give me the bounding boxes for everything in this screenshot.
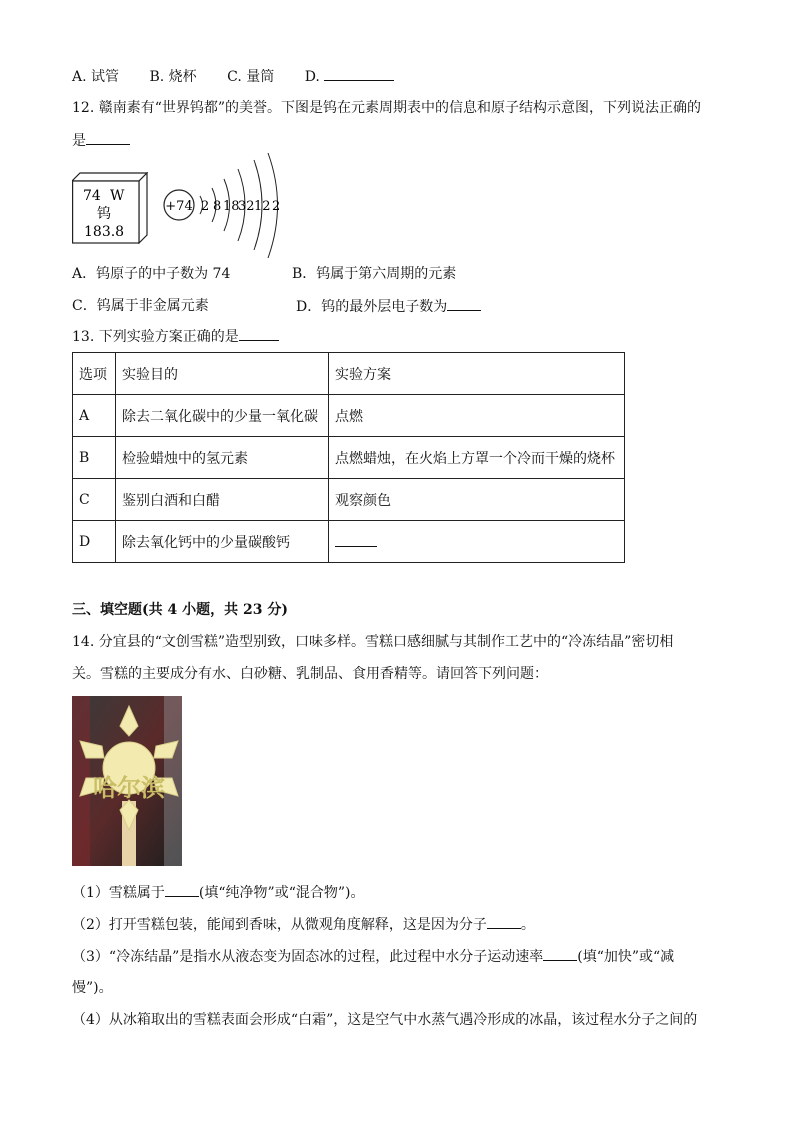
q14-sub3-text: （3）“冷冻结晶”是指水从液态变为固态冰的过程，此过程中水分子运动速率 [72,949,544,965]
row-option: B [73,437,116,479]
icecream-text: 哈尔滨 [93,774,165,802]
q12-stem-text: 是 [72,133,86,149]
element-mass: 183.8 [84,224,125,240]
q12-d-blank[interactable] [447,296,481,311]
q14-sub1 [72,882,364,903]
q13-stem [72,326,279,347]
q14-sub2 [72,914,535,935]
row-option: A [73,395,116,437]
q14-stem-line2: 关。雪糕的主要成分有水、白砂糖、乳制品、食用香精等。请回答下列问题： [72,666,548,682]
q11-options [72,66,394,87]
shell-count: 2 [272,199,281,214]
q14-sub2-text: （2）打开雪糕包装，能闻到香味，从微观角度解释，这是因为分子 [72,917,487,933]
header-option: 选项 [73,353,116,395]
q12-option-c: C．钨属于非金属元素 [72,298,209,314]
q11-option-a: A. 试管 [72,69,120,85]
table-row [73,395,625,437]
element-number: 74 [83,188,101,204]
tungsten-element-cell [72,172,148,244]
section-title: 三、填空题(共 4 小题，共 23 分) [72,602,288,618]
table-row [73,437,625,479]
q11-answer-blank[interactable] [324,66,394,81]
q12-option-a: A．钨原子的中子数为 74 [72,266,231,282]
q14-sub3 [72,946,674,967]
q14-sub3-cont: 慢”)。 [72,980,113,996]
shell-count: 32 [238,199,255,214]
header-plan: 实验方案 [329,353,625,395]
row-plan-blank-cell [329,521,625,563]
q14-sub2-blank[interactable] [487,914,521,929]
q12-stem-line1: 12. 赣南素有“世界钨都”的美誉。下图是钨在元素周期表中的信息和原子结构示意图，下列说法正确的 [72,100,702,116]
q12-option-d-text: D．钨的最外层电子数为 [296,299,448,315]
q11-option-b: B. 烧杯 [149,69,197,85]
atom-structure-diagram [162,152,302,262]
shell-count: 2 [201,199,210,214]
q12-option-b: B．钨属于第六周期的元素 [292,266,457,282]
q11-option-d: D. [304,69,320,85]
row-option: D [73,521,116,563]
row-purpose: 检验蜡烛中的氢元素 [116,437,329,479]
q12-option-d [296,296,481,317]
shell-count: 12 [254,199,271,214]
q12-answer-blank[interactable] [86,130,130,145]
ice-cream-photo [72,696,182,866]
row-option: C [73,479,116,521]
q14-sub3-blank[interactable] [543,946,577,961]
shell-count: 8 [213,199,222,214]
element-symbol: W [110,188,125,204]
q12-stem-line2 [72,130,130,151]
nucleus-charge: +74 [165,199,193,214]
q14-sub2-end: 。 [520,917,535,933]
q14-sub1-text: （1）雪糕属于 [72,885,165,901]
row-plan: 观察颜色 [329,479,625,521]
table-row [73,479,625,521]
q11-option-c: C. 量筒 [227,69,275,85]
table-row [73,521,625,563]
q14-sub3-hint: (填“加快”或“减 [577,949,675,965]
row-plan: 点燃 [329,395,625,437]
shell-count: 18 [223,199,240,214]
q14-sub1-blank[interactable] [165,882,199,897]
q13-stem-text: 13. 下列实验方案正确的是 [72,329,239,345]
row-purpose: 鉴别白酒和白醋 [116,479,329,521]
element-name: 钨 [97,206,111,222]
row-purpose: 除去氧化钙中的少量碳酸钙 [116,521,329,563]
experiment-table [72,352,625,563]
q13-answer-blank[interactable] [239,326,279,341]
row-plan: 点燃蜡烛，在火焰上方罩一个冷而干燥的烧杯 [329,437,625,479]
q14-sub4: （4）从冰箱取出的雪糕表面会形成“白霜”，这是空气中水蒸气遇冷形成的冰晶，该过程水分子之间的 [72,1012,698,1028]
q13-d-blank[interactable] [335,532,377,547]
q14-stem-line1: 14. 分宜县的“文创雪糕”造型别致，口味多样。雪糕口感细腻与其制作工艺中的“冷冻结晶”密切相 [72,634,674,650]
header-purpose: 实验目的 [116,353,329,395]
row-purpose: 除去二氧化碳中的少量一氧化碳 [116,395,329,437]
table-header-row [73,353,625,395]
q14-sub1-hint: (填“纯净物”或“混合物”)。 [198,885,365,901]
